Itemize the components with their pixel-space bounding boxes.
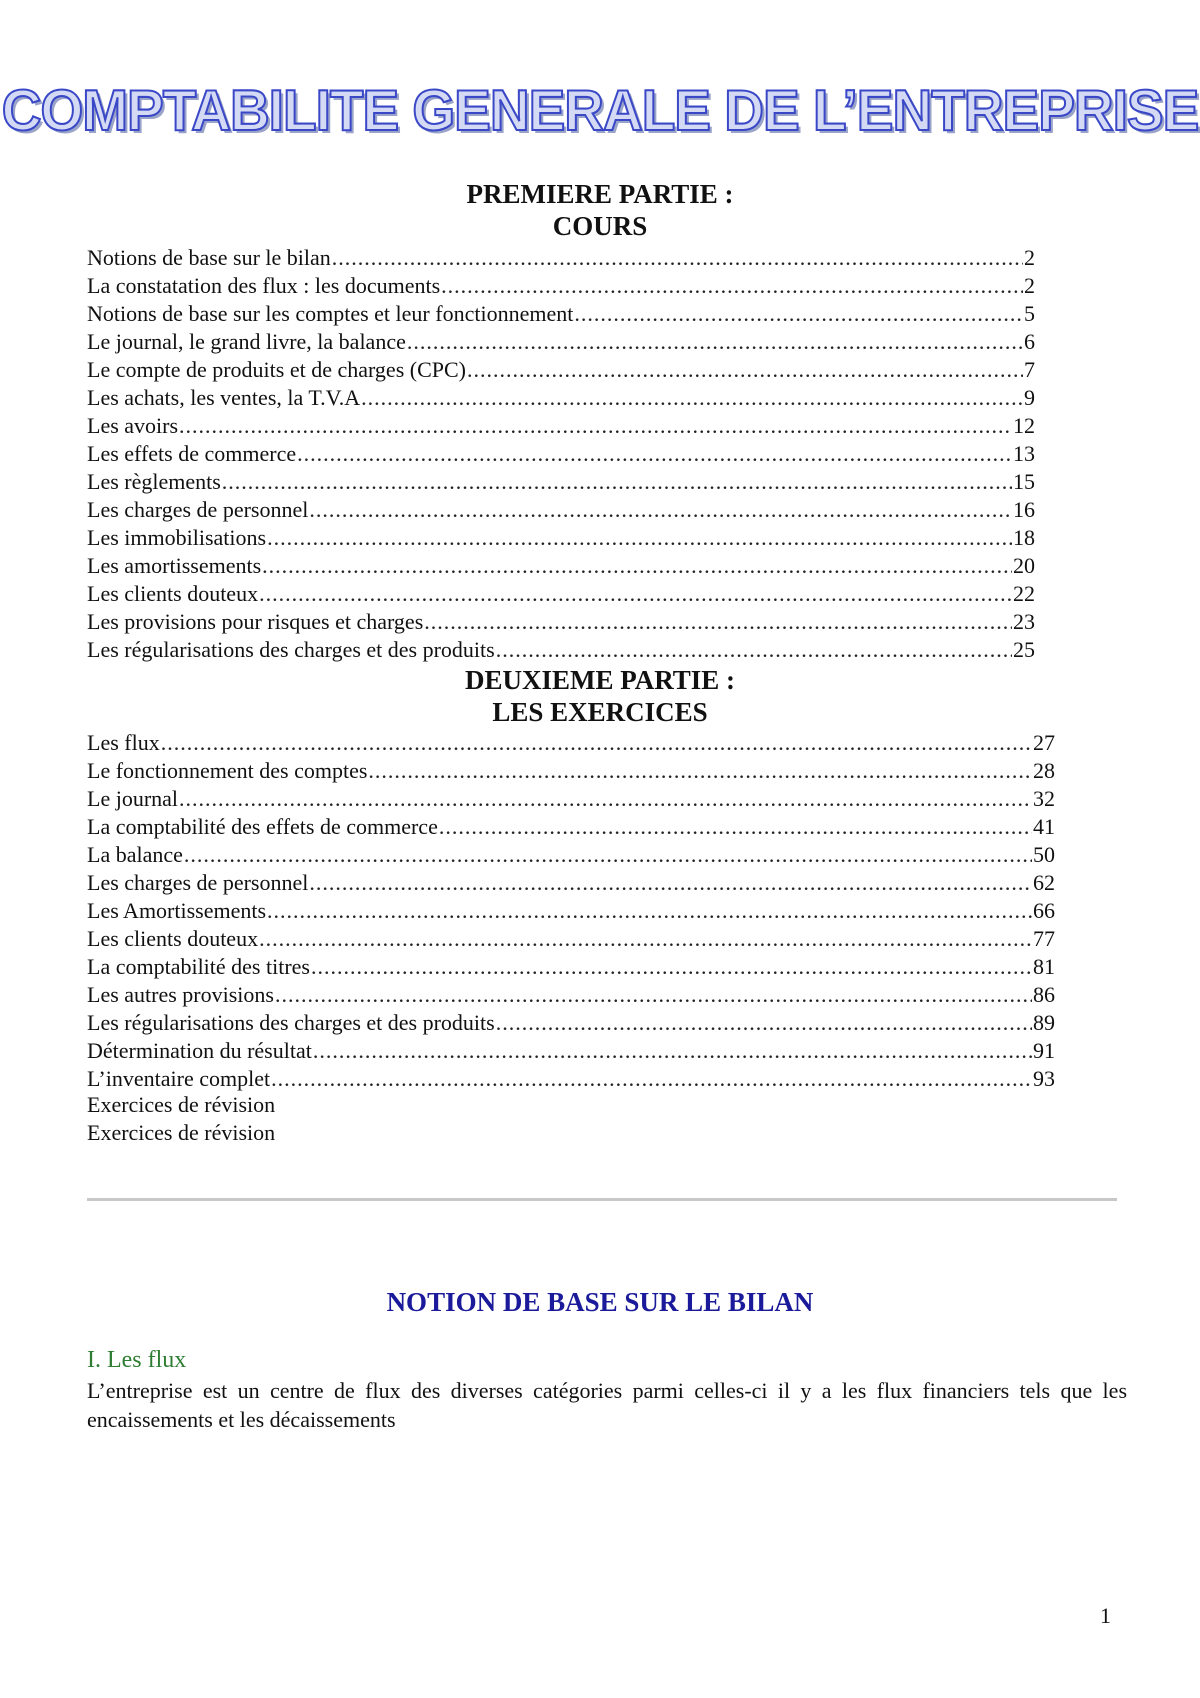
toc-entry[interactable] <box>87 496 1035 524</box>
toc-entry-label: La comptabilité des effets de commerce <box>87 814 438 839</box>
toc-leader-dots <box>184 841 1032 869</box>
part-one-line1: PREMIERE PARTIE : <box>466 179 734 209</box>
toc-entry[interactable] <box>87 580 1035 608</box>
toc-leader-dots <box>467 356 1023 384</box>
toc-entry-page: 86 <box>1033 982 1055 1007</box>
toc-entry[interactable] <box>87 953 1055 981</box>
toc-leader-dots <box>496 636 1012 664</box>
document-title: COMPTABILITE GENERALE DE L’ENTREPRISE <box>1 77 1199 143</box>
toc-entry[interactable] <box>87 300 1035 328</box>
toc-entry-label: Les avoirs <box>87 413 179 438</box>
toc-leader-dots <box>441 272 1023 300</box>
toc-leader-dots <box>222 468 1012 496</box>
toc-entry-page: 2 <box>1024 245 1035 270</box>
toc-leader-dots <box>161 729 1032 757</box>
table-of-contents-part-two <box>87 729 1055 1093</box>
toc-leader-dots <box>439 813 1032 841</box>
toc-leader-dots <box>368 757 1032 785</box>
toc-entry-page: 62 <box>1033 870 1055 895</box>
toc-entry-label: Les charges de personnel <box>87 870 309 895</box>
toc-entry[interactable] <box>87 244 1035 272</box>
toc-entry-label: Les régularisations des charges et des produits <box>87 1010 495 1035</box>
toc-entry-label: La constatation des flux : les documents <box>87 273 441 298</box>
part-one-line2: COURS <box>552 211 648 241</box>
subsection-title: I. Les flux <box>87 1347 187 1373</box>
toc-leader-dots <box>259 925 1032 953</box>
toc-entry-label: Les immobilisations <box>87 525 267 550</box>
toc-entry-label: Le compte de produits et de charges (CPC) <box>87 357 466 382</box>
toc-entry-label: La balance <box>87 842 183 867</box>
toc-entry-page: 12 <box>1013 413 1035 438</box>
toc-leader-dots <box>574 300 1023 328</box>
toc-entry[interactable] <box>87 1065 1055 1093</box>
toc-leader-dots <box>311 953 1032 981</box>
toc-entry[interactable] <box>87 729 1055 757</box>
toc-entry-label: Le journal, le grand livre, la balance <box>87 329 406 354</box>
toc-leader-dots <box>275 981 1032 1009</box>
toc-entry[interactable] <box>87 925 1055 953</box>
toc-entry-label: Les Amortissements <box>87 898 267 923</box>
toc-extra-revision-2[interactable]: Exercices de révision <box>87 1120 276 1145</box>
toc-entry[interactable] <box>87 328 1035 356</box>
toc-entry-page: 23 <box>1013 609 1035 634</box>
toc-entry-label: Les clients douteux <box>87 926 259 951</box>
toc-leader-dots <box>179 412 1012 440</box>
toc-entry[interactable] <box>87 785 1055 813</box>
toc-entry-label: Les charges de personnel <box>87 497 309 522</box>
toc-entry[interactable] <box>87 813 1055 841</box>
toc-leader-dots <box>297 440 1012 468</box>
toc-entry-label: Le fonctionnement des comptes <box>87 758 368 783</box>
toc-entry-page: 50 <box>1033 842 1055 867</box>
toc-entry-label: Notions de base sur le bilan <box>87 245 331 270</box>
toc-leader-dots <box>267 897 1032 925</box>
toc-entry-page: 5 <box>1024 301 1035 326</box>
toc-entry-label: La comptabilité des titres <box>87 954 310 979</box>
table-of-contents-part-one <box>87 244 1035 664</box>
toc-leader-dots <box>332 244 1023 272</box>
toc-entry-page: 13 <box>1013 441 1035 466</box>
toc-leader-dots <box>259 580 1012 608</box>
toc-entry[interactable] <box>87 841 1055 869</box>
toc-entry-page: 32 <box>1033 786 1055 811</box>
toc-entry-label: Les flux <box>87 730 160 755</box>
toc-entry[interactable] <box>87 384 1035 412</box>
toc-entry[interactable] <box>87 356 1035 384</box>
toc-entry[interactable] <box>87 440 1035 468</box>
toc-leader-dots <box>309 496 1012 524</box>
part-two-heading <box>0 664 1200 728</box>
toc-entry[interactable] <box>87 272 1035 300</box>
toc-leader-dots <box>407 328 1023 356</box>
toc-entry-page: 28 <box>1033 758 1055 783</box>
toc-entry-label: Les achats, les ventes, la T.V.A <box>87 385 361 410</box>
toc-entry[interactable] <box>87 608 1035 636</box>
toc-entry-page: 2 <box>1024 273 1035 298</box>
toc-entry-label: Les provisions pour risques et charges <box>87 609 424 634</box>
toc-entry-page: 18 <box>1013 525 1035 550</box>
toc-entry[interactable] <box>87 412 1035 440</box>
part-one-heading <box>0 178 1200 242</box>
toc-entry[interactable] <box>87 757 1055 785</box>
toc-entry[interactable] <box>87 869 1055 897</box>
toc-entry-label: Le journal <box>87 786 179 811</box>
page-separator <box>87 1198 1117 1201</box>
toc-entry[interactable] <box>87 524 1035 552</box>
section-title: NOTION DE BASE SUR LE BILAN <box>386 1287 814 1317</box>
toc-entry-page: 25 <box>1013 637 1035 662</box>
toc-entry-page: 16 <box>1013 497 1035 522</box>
toc-entry-page: 77 <box>1033 926 1055 951</box>
toc-entry-label: Notions de base sur les comptes et leur fonctionnement <box>87 301 574 326</box>
toc-entry-page: 9 <box>1024 385 1035 410</box>
part-two-line1: DEUXIEME PARTIE : <box>464 665 736 695</box>
toc-entry-page: 66 <box>1033 898 1055 923</box>
toc-entry-page: 7 <box>1024 357 1035 382</box>
toc-entry-page: 81 <box>1033 954 1055 979</box>
toc-entry[interactable] <box>87 897 1055 925</box>
toc-entry-label: Les régularisations des charges et des produits <box>87 637 495 662</box>
toc-entry[interactable] <box>87 468 1035 496</box>
toc-entry-label: Les amortissements <box>87 553 262 578</box>
toc-extra-revision-1[interactable]: Exercices de révision <box>87 1092 276 1117</box>
toc-entry-page: 6 <box>1024 329 1035 354</box>
toc-entry-page: 27 <box>1033 730 1055 755</box>
toc-entry[interactable] <box>87 636 1035 664</box>
toc-leader-dots <box>496 1009 1032 1037</box>
toc-entry-label: L’inventaire complet <box>87 1066 271 1091</box>
part-two-line2: LES EXERCICES <box>492 697 708 727</box>
toc-entry-page: 91 <box>1033 1038 1055 1063</box>
toc-entry[interactable] <box>87 981 1055 1009</box>
toc-entry-label: Les règlements <box>87 469 221 494</box>
toc-leader-dots <box>267 524 1012 552</box>
toc-entry-page: 20 <box>1013 553 1035 578</box>
toc-entry-page: 15 <box>1013 469 1035 494</box>
page-number: 1 <box>1100 1603 1111 1628</box>
toc-entry[interactable] <box>87 1037 1055 1065</box>
toc-entry[interactable] <box>87 1009 1055 1037</box>
toc-entry-label: Les effets de commerce <box>87 441 297 466</box>
toc-leader-dots <box>271 1065 1032 1093</box>
toc-entry-label: Les clients douteux <box>87 581 259 606</box>
toc-entry-label: Les autres provisions <box>87 982 274 1007</box>
toc-entry-page: 22 <box>1013 581 1035 606</box>
toc-leader-dots <box>179 785 1032 813</box>
toc-leader-dots <box>309 869 1032 897</box>
toc-entry-page: 89 <box>1033 1010 1055 1035</box>
toc-entry[interactable] <box>87 552 1035 580</box>
toc-entry-label: Détermination du résultat <box>87 1038 312 1063</box>
toc-leader-dots <box>313 1037 1032 1065</box>
toc-entry-page: 41 <box>1033 814 1055 839</box>
toc-leader-dots <box>361 384 1023 412</box>
body-paragraph: L’entreprise est un centre de flux des diverses catégories parmi celles-ci il y a les flux financiers tels que les encaissements et les décaissements <box>87 1378 1127 1432</box>
toc-leader-dots <box>424 608 1012 636</box>
toc-entry-page: 93 <box>1033 1066 1055 1091</box>
toc-leader-dots <box>262 552 1012 580</box>
